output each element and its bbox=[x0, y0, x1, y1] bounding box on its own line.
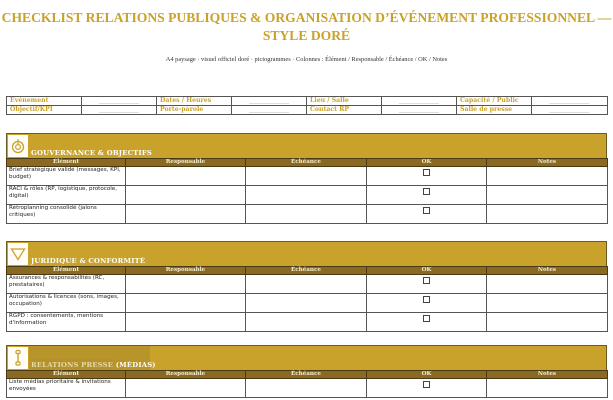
table-row bbox=[7, 186, 608, 205]
section-header-band bbox=[6, 345, 607, 370]
target-icon bbox=[8, 135, 28, 157]
microphone-icon bbox=[8, 347, 28, 369]
section-title-suffix: (MÉDIAS) bbox=[115, 361, 156, 369]
responsable-cell[interactable] bbox=[126, 313, 246, 332]
table-row bbox=[7, 294, 608, 313]
column-header-ok: OK bbox=[367, 267, 487, 275]
echeance-cell[interactable] bbox=[246, 186, 367, 205]
responsable-cell[interactable] bbox=[126, 186, 246, 205]
info-label-porte-parole: Porte-parole bbox=[157, 106, 232, 115]
info-field-dates[interactable]: ________________ bbox=[232, 97, 307, 106]
ok-checkbox[interactable] bbox=[423, 188, 430, 195]
info-field-porte-parole[interactable]: ________________ bbox=[232, 106, 307, 115]
column-header-responsable: Responsable bbox=[126, 159, 246, 167]
responsable-cell[interactable] bbox=[126, 275, 246, 294]
column-header-element: Élément bbox=[7, 267, 126, 275]
ok-cell bbox=[367, 313, 487, 332]
element-cell: RGPD : consentements, mentions d'information bbox=[7, 313, 126, 332]
element-cell: Brief stratégique validé (messages, KPI, budget) bbox=[7, 167, 126, 186]
section-relations-presse bbox=[6, 345, 607, 398]
element-cell: Liste médias prioritaire & invitations envoyées bbox=[7, 379, 126, 398]
responsable-cell[interactable] bbox=[126, 205, 246, 224]
notes-cell[interactable] bbox=[487, 167, 608, 186]
ok-checkbox[interactable] bbox=[423, 207, 430, 214]
table-row bbox=[7, 167, 608, 186]
responsable-cell[interactable] bbox=[126, 294, 246, 313]
checklist-table bbox=[6, 266, 608, 332]
column-header-notes: Notes bbox=[487, 371, 608, 379]
info-field-lieu[interactable]: ________________ bbox=[382, 97, 457, 106]
section-title: JURIDIQUE & CONFORMITÉ bbox=[31, 257, 146, 265]
ok-cell bbox=[367, 186, 487, 205]
column-header-responsable: Responsable bbox=[126, 371, 246, 379]
event-info-table bbox=[6, 96, 608, 115]
table-row bbox=[7, 379, 608, 398]
notes-cell[interactable] bbox=[487, 313, 608, 332]
ok-checkbox[interactable] bbox=[423, 381, 430, 388]
info-row bbox=[7, 97, 608, 106]
echeance-cell[interactable] bbox=[246, 167, 367, 186]
echeance-cell[interactable] bbox=[246, 379, 367, 398]
info-label-capacite: Capacité / Public bbox=[457, 97, 532, 106]
info-label-objectif: Objectif/KPI bbox=[7, 106, 82, 115]
element-cell: RACI & rôles (RP, logistique, protocole, digital) bbox=[7, 186, 126, 205]
ok-cell bbox=[367, 379, 487, 398]
info-label-evenement: Événement bbox=[7, 97, 82, 106]
column-header-element: Élément bbox=[7, 159, 126, 167]
section-gouvernance bbox=[6, 133, 607, 224]
column-header-responsable: Responsable bbox=[126, 267, 246, 275]
section-header-band bbox=[6, 241, 607, 266]
info-field-contact-rp[interactable]: ________________ bbox=[382, 106, 457, 115]
info-row bbox=[7, 106, 608, 115]
ok-cell bbox=[367, 294, 487, 313]
info-field-salle-presse[interactable]: ________________ bbox=[532, 106, 608, 115]
ok-cell bbox=[367, 205, 487, 224]
info-field-capacite[interactable]: ________________ bbox=[532, 97, 608, 106]
responsable-cell[interactable] bbox=[126, 167, 246, 186]
info-label-lieu: Lieu / Salle bbox=[307, 97, 382, 106]
column-header-ok: OK bbox=[367, 371, 487, 379]
section-title-main: RELATIONS PRESSE bbox=[31, 361, 114, 369]
ok-cell bbox=[367, 275, 487, 294]
echeance-cell[interactable] bbox=[246, 313, 367, 332]
info-label-salle-presse: Salle de presse bbox=[457, 106, 532, 115]
table-row bbox=[7, 313, 608, 332]
notes-cell[interactable] bbox=[487, 205, 608, 224]
info-label-dates: Dates / Heures bbox=[157, 97, 232, 106]
title-line-2: STYLE DORÉ bbox=[262, 28, 351, 43]
title-line-1: CHECKLIST RELATIONS PUBLIQUES & ORGANISATION D’ÉVÉNEMENT PROFESSIONNEL — bbox=[1, 10, 612, 25]
checklist-table bbox=[6, 370, 608, 398]
info-field-objectif[interactable]: ________________ bbox=[82, 106, 157, 115]
info-field-evenement[interactable]: ________________ bbox=[82, 97, 157, 106]
section-title bbox=[31, 361, 156, 369]
notes-cell[interactable] bbox=[487, 294, 608, 313]
notes-cell[interactable] bbox=[487, 379, 608, 398]
column-header-element: Élément bbox=[7, 371, 126, 379]
column-header-echeance: Échéance bbox=[246, 371, 367, 379]
column-header-ok: OK bbox=[367, 159, 487, 167]
element-cell: Rétroplanning consolidé (jalons critiques) bbox=[7, 205, 126, 224]
notes-cell[interactable] bbox=[487, 186, 608, 205]
column-header-echeance: Échéance bbox=[246, 267, 367, 275]
element-cell: Autorisations & licences (sons, images, occupation) bbox=[7, 294, 126, 313]
column-header-echeance: Échéance bbox=[246, 159, 367, 167]
echeance-cell[interactable] bbox=[246, 294, 367, 313]
ok-checkbox[interactable] bbox=[423, 296, 430, 303]
column-header-notes: Notes bbox=[487, 159, 608, 167]
notes-cell[interactable] bbox=[487, 275, 608, 294]
echeance-cell[interactable] bbox=[246, 275, 367, 294]
echeance-cell[interactable] bbox=[246, 205, 367, 224]
element-cell: Assurances & responsabilités (RC, prestataires) bbox=[7, 275, 126, 294]
table-row bbox=[7, 275, 608, 294]
column-header-notes: Notes bbox=[487, 267, 608, 275]
section-title: GOUVERNANCE & OBJECTIFS bbox=[31, 149, 152, 157]
responsable-cell[interactable] bbox=[126, 379, 246, 398]
ok-checkbox[interactable] bbox=[423, 277, 430, 284]
document-title bbox=[0, 9, 613, 45]
ok-checkbox[interactable] bbox=[423, 169, 430, 176]
document-subtitle: A4 paysage · visuel officiel doré · pictogrammes · Colonnes : Élément / Responsable / Échéance / OK / Notes bbox=[165, 56, 448, 63]
table-row bbox=[7, 205, 608, 224]
section-header-band bbox=[6, 133, 607, 158]
section-juridique bbox=[6, 241, 607, 332]
ok-cell bbox=[367, 167, 487, 186]
checklist-table bbox=[6, 158, 608, 224]
ok-checkbox[interactable] bbox=[423, 315, 430, 322]
info-label-contact-rp: Contact RP bbox=[307, 106, 382, 115]
triangle-icon bbox=[8, 243, 28, 265]
